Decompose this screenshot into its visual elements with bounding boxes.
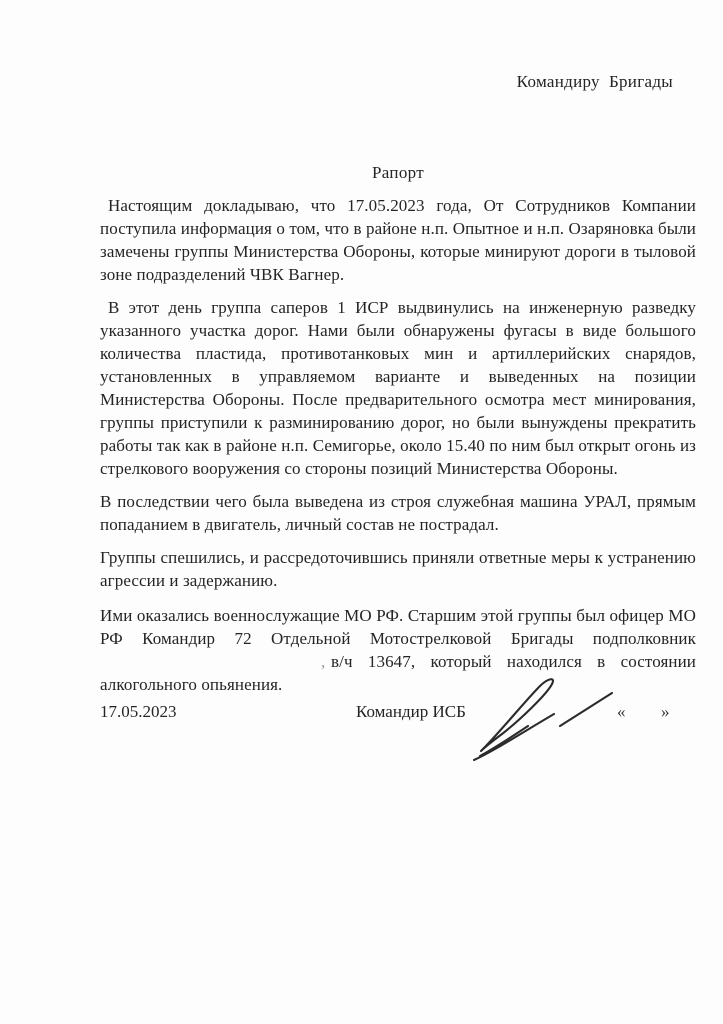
recipient-line: Командиру Бригады	[516, 72, 673, 91]
paragraph-4: Группы спешились, и рассредоточившись приняли ответные меры к устранению агрессии и задержанию.	[100, 548, 696, 590]
signature-block	[100, 700, 696, 840]
redaction-artifact: ,	[321, 652, 326, 671]
paragraph-3: В последствии чего была выведена из строя служебная машина УРАЛ, прямым попаданием в двигатель, личный состав не пострадал.	[100, 492, 696, 534]
paragraph-5-main-text: Ими оказались военнослужащие МО РФ. Старшим этой группы был офицер МО РФ Командир 72 Отдельной Мотострелковой Бригады подполковник	[100, 606, 696, 648]
document-title: Рапорт	[372, 163, 424, 182]
paragraph-5-after-redaction: в/ч 13647, который находился в состоянии	[331, 652, 696, 671]
quote-open-mark: «	[617, 702, 626, 721]
paragraph-5-last-line: алкогольного опьянения.	[100, 675, 283, 694]
quote-close-mark: »	[661, 702, 670, 721]
signature-icon	[468, 672, 620, 766]
report-date: 17.05.2023	[100, 702, 177, 721]
paragraph-1: Настоящим докладываю, что 17.05.2023 года, От Сотрудников Компании поступила информация о том, что в районе н.п. Опытное и н.п. Озаряновка были замечены группы Министерства Обороны, которые минируют дороги в тыловой зоне подразделений ЧВК Вагнер.	[100, 196, 696, 284]
paragraph-2: В этот день группа саперов 1 ИСР выдвинулись на инженерную разведку указанного участка дорог. Нами были обнаружены фугасы в виде большого количества пластида, противотанковых мин и артиллерийских снарядов, установленных в управляемом варианте и выведенных на позиции Министерства Обороны. После предварительного осмотра мест минирования, группы приступили к разминированию дорог, но были вынуждены прекратить работы так как в районе н.п. Семигорье, около 15.40 по ним был открыт огонь из стрелкового вооружения со стороны позиций Министерства Обороны.	[100, 298, 696, 478]
signer-title: Командир ИСБ	[356, 702, 466, 721]
paragraph-5-redacted-line	[100, 650, 696, 673]
